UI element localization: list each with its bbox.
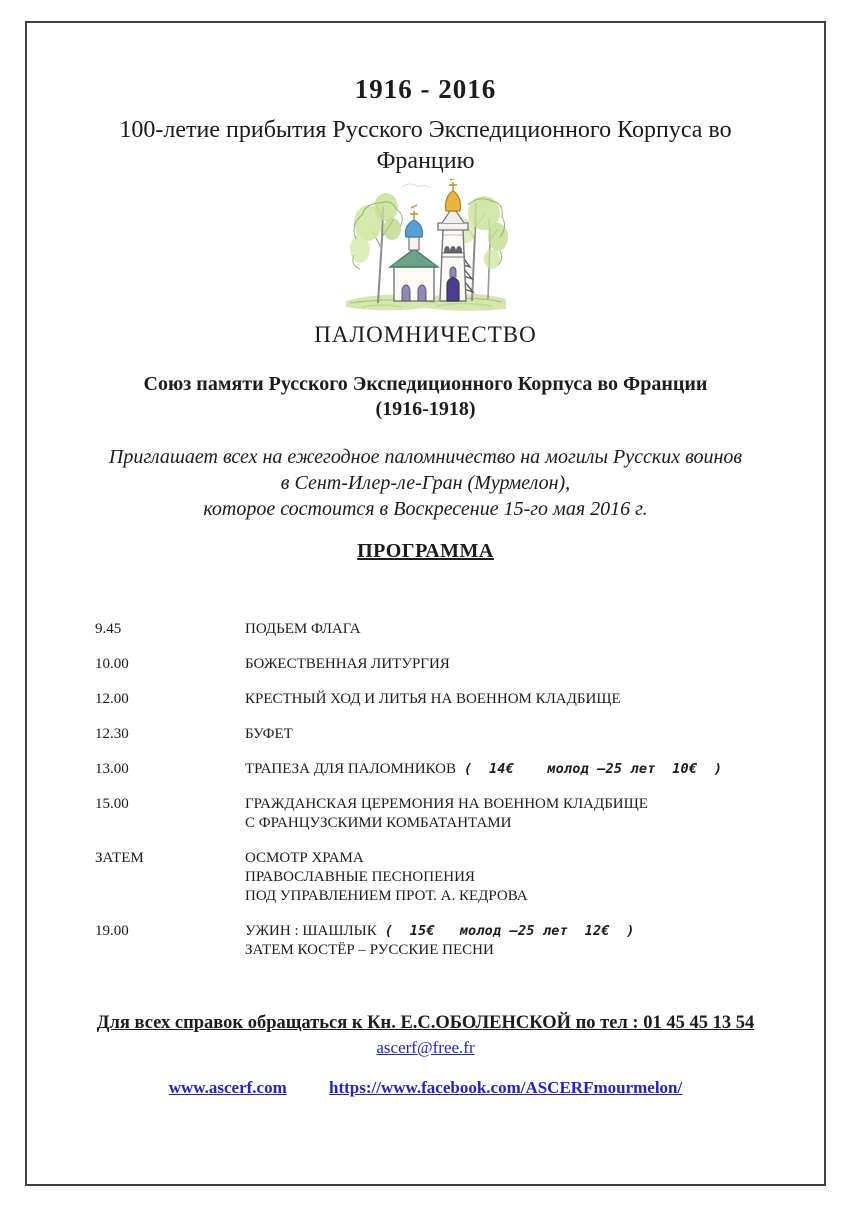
price-note: ( 15€ молод –25 лет 12€ ): [384, 923, 635, 939]
activity-text: ПРАВОСЛАВНЫЕ ПЕСНОПЕНИЯ: [245, 869, 475, 885]
schedule-row: [95, 760, 821, 779]
invitation-line-3: которое состоится в Воскресение 15-го мая 2016 г.: [203, 498, 648, 520]
bell-tower: [438, 179, 468, 301]
years-title: 1916 - 2016: [354, 74, 497, 104]
schedule-activity: [245, 690, 821, 709]
schedule-time: 12.30: [95, 726, 129, 742]
schedule-row: [95, 620, 821, 639]
schedule-time: 10.00: [95, 656, 129, 672]
church-watercolor-icon: [342, 179, 510, 315]
activity-text: БУФЕТ: [245, 726, 293, 742]
schedule-row: [95, 655, 821, 674]
schedule-row: [95, 690, 821, 709]
schedule-activity: [245, 849, 821, 906]
schedule-activity: [245, 655, 821, 674]
section-title: ПАЛОМНИЧЕСТВО: [314, 322, 537, 347]
activity-text: С ФРАНЦУЗСКИМИ КОМБАТАНТАМИ: [245, 815, 512, 831]
subtitle: [0, 115, 851, 177]
activity-text: ОСМОТР ХРАМА: [245, 850, 364, 866]
price-note: ( 14€ молод –25 лет 10€ ): [464, 761, 723, 777]
program-heading: ПРОГРАММА: [357, 540, 494, 562]
schedule-row: [95, 725, 821, 744]
schedule-time: 13.00: [95, 761, 129, 777]
organization-years: (1916-1918): [375, 398, 476, 420]
church-nave: [390, 205, 438, 301]
organization-heading: [0, 372, 851, 422]
footer: [0, 1012, 851, 1098]
schedule-row: [95, 795, 821, 833]
activity-text: ГРАЖДАНСКАЯ ЦЕРЕМОНИЯ НА ВОЕННОМ КЛАДБИЩЕ: [245, 796, 648, 812]
program-schedule: [95, 620, 821, 976]
schedule-time: 15.00: [95, 796, 129, 812]
schedule-time: 19.00: [95, 923, 129, 939]
activity-text: ЗАТЕМ КОСТЁР – РУССКИЕ ПЕСНИ: [245, 942, 494, 958]
email-link[interactable]: ascerf@free.fr: [376, 1038, 475, 1057]
activity-text: ПОД УПРАВЛЕНИЕМ ПРОТ. А. КЕДРОВА: [245, 888, 528, 904]
activity-text: ТРАПЕЗА ДЛЯ ПАЛОМНИКОВ: [245, 761, 456, 777]
organization-name: Союз памяти Русского Экспедиционного Корпуса во Франции: [143, 373, 708, 395]
schedule-time: ЗАТЕМ: [95, 850, 144, 866]
subtitle-line-2: Францию: [376, 148, 475, 174]
email-line: [0, 1037, 851, 1058]
schedule-activity: [245, 795, 821, 833]
invitation-text: [0, 444, 851, 522]
links-line: [0, 1078, 851, 1098]
schedule-activity: [245, 725, 821, 744]
activity-text: ПОДЬЕМ ФЛАГА: [245, 621, 361, 637]
schedule-time: 12.00: [95, 691, 129, 707]
schedule-time: 9.45: [95, 621, 122, 637]
contact-info: Для всех справок обращаться к Кн. Е.С.ОБОЛЕНСКОЙ по тел : 01 45 45 13 54: [96, 1013, 755, 1033]
activity-text: БОЖЕСТВЕННАЯ ЛИТУРГИЯ: [245, 656, 450, 672]
invitation-line-2: в Сент-Илер-ле-Гран (Мурмелон),: [280, 472, 571, 494]
invitation-line-1: Приглашает всех на ежегодное паломничество на могилы Русских воинов: [108, 446, 743, 468]
schedule-row: [95, 849, 821, 906]
header: [0, 76, 851, 563]
schedule-activity: [245, 922, 821, 960]
schedule-activity: [245, 620, 821, 639]
facebook-link[interactable]: https://www.facebook.com/ASCERFmourmelon/: [329, 1078, 683, 1097]
activity-text: КРЕСТНЫЙ ХОД И ЛИТЬЯ НА ВОЕННОМ КЛАДБИЩЕ: [245, 691, 621, 707]
schedule-row: [95, 922, 821, 960]
website-link[interactable]: www.ascerf.com: [168, 1078, 287, 1097]
schedule-activity: [245, 760, 821, 779]
activity-text: УЖИН : ШАШЛЫК: [245, 923, 377, 939]
subtitle-line-1: 100-летие прибытия Русского Экспедиционного Корпуса во: [119, 117, 732, 143]
church-illustration: [0, 179, 851, 315]
